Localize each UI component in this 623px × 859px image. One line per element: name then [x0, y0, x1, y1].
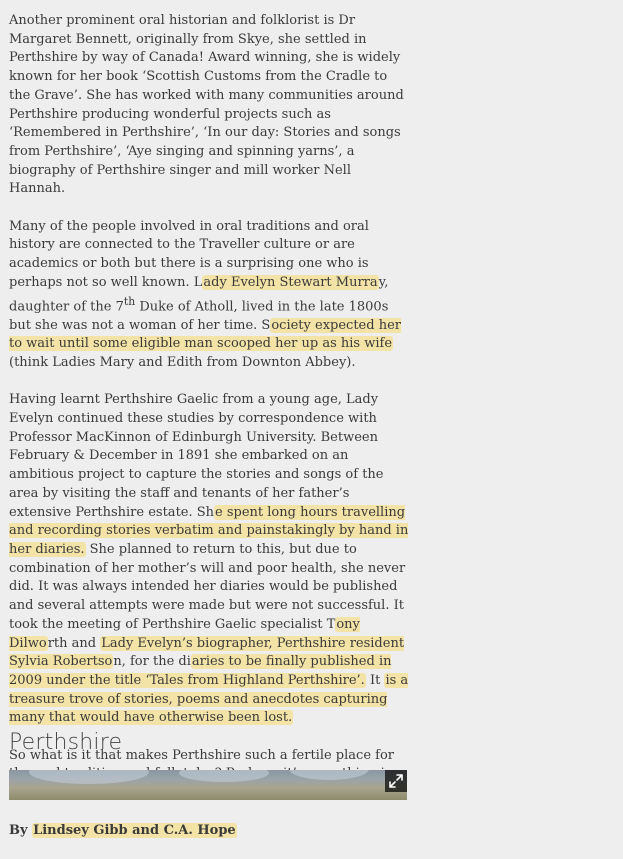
text-segment: It: [365, 672, 385, 688]
text-segment: n, for the di: [113, 654, 191, 670]
highlighted-text: aries to be finally published in 2009 under the title ‘Tales from Highland Perthshire’.: [9, 654, 392, 688]
text-segment: y, daughter of the 7: [9, 274, 389, 314]
superscript: th: [123, 294, 136, 308]
byline-prefix: By: [9, 822, 33, 838]
highlighted-text: ociety expected her to wait until some eligible man scooped her up as his wife: [9, 317, 401, 352]
text-segment: Many of the people involved in oral traditions and oral history are connected to the Traveller culture or are academics or both but there is a surprising one who is perhaps not so well known. L: [9, 218, 369, 290]
highlighted-text: ady Evelyn Stewart Murra: [203, 274, 378, 290]
highlighted-text: is a treasure trove of stories, poems and anecdotes capturing many that would have otherwise been lost.: [9, 672, 409, 726]
paragraph-diaries: [9, 391, 409, 728]
section-title: Perthshire: [9, 730, 123, 755]
text-segment: She planned to return to this, but due to combination of her mother’s will and poor health, she never did. It was always intended her diaries would be published and several attempts were made but were not successful. It took the meeting of Perthshire Gaelic specialist T: [9, 541, 406, 632]
expand-arrows-svg: [389, 774, 403, 788]
paragraph-bennett: Another prominent oral historian and folklorist is Dr Margaret Bennett, originally from Skye, she settled in Perthshire by way of Canada! Award winning, she is widely known for her book ‘Scottish Customs from the Cradle to the Grave’. She has worked with many communities around Perthshire producing wonderful projects such as ‘Remembered in Perthshire’, ‘In our day: Stories and songs from Perthshire’, ‘Aye singing and spinning yarns’, a biography of Perthshire singer and mill worker Nell Hannah.: [9, 13, 404, 197]
highlighted-text: ony Dilwo: [9, 616, 360, 651]
image-cloud: [29, 770, 149, 784]
expand-icon[interactable]: [385, 770, 407, 792]
author-link[interactable]: Lindsey Gibb and C.A. Hope: [33, 822, 236, 838]
paragraph-lady-evelyn-intro: [9, 218, 409, 373]
landscape-image[interactable]: [9, 770, 407, 800]
highlighted-text: e spent long hours travelling and recording stories verbatim and painstakingly by hand in her diaries.: [9, 504, 409, 557]
text-segment: (think Ladies Mary and Edith from Downton Abbey).: [9, 354, 356, 370]
highlighted-text: Lady Evelyn’s biographer, Perthshire resident Sylvia Robertso: [9, 635, 405, 670]
image-cloud: [289, 770, 369, 780]
image-cloud: [179, 770, 269, 782]
text-segment: rth and: [47, 635, 101, 651]
text-segment: Having learnt Perthshire Gaelic from a young age, Lady Evelyn continued these studies by correspondence with Professor MacKinnon of Edinburgh University. Between February & December in 1891 she embarked on an ambitious project to capture the stories and songs of the area by visiting the staff and tenants of her father’s extensive Perthshire estate. Sh: [9, 392, 384, 520]
text-segment: Duke of Atholl, lived in the late 1800s but she was not a woman of her time. S: [9, 298, 389, 333]
byline: [9, 822, 409, 841]
paragraph-closing: So what is it that makes Perthshire such a fertile place for: [9, 747, 394, 763]
